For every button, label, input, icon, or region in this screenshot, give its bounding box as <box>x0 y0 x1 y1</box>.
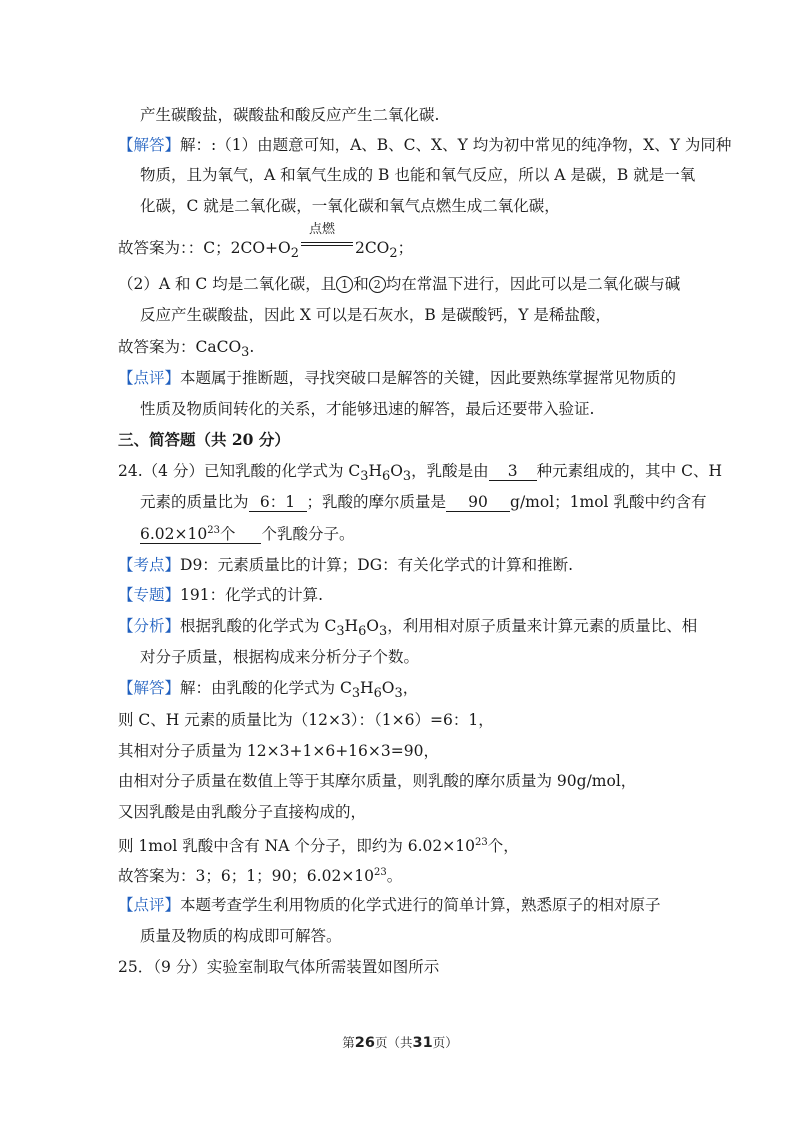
zhuanti-text: 191：化学式的计算. <box>180 586 324 604</box>
reaction-arrow <box>299 222 355 253</box>
footer-text: 第 <box>342 1035 355 1050</box>
superscript: 23 <box>207 525 220 536</box>
superscript: 23 <box>474 837 488 848</box>
zhuanti-line <box>118 584 323 606</box>
text-fragment: 个乳酸分子。 <box>261 525 355 544</box>
text-line: 反应产生碳酸盐，因此 X 可以是石灰水，B 是碳酸钙，Y 是稀盐酸， <box>140 306 611 324</box>
fenxi-line <box>118 615 697 643</box>
subscript: 3 <box>241 345 250 361</box>
comment-text: 本题属于推断题，寻找突破口是解答的关键，因此要熟练掌握常见物质的 <box>180 369 677 387</box>
subscript: 2 <box>389 246 398 262</box>
text-line: 物质，且为氧气，A 和氧气生成的 B 也能和氧气反应，所以 A 是碳，B 就是一氧 <box>140 166 696 184</box>
text-fragment: 元素的质量比为 <box>140 493 249 511</box>
answer-blank <box>140 522 261 544</box>
text-fragment: 故答案为：CaCO <box>118 338 242 356</box>
text-fragment: 个， <box>487 837 519 856</box>
question-24-line-3 <box>140 522 355 545</box>
text-fragment: 均在常温下进行，因此可以是二氧化碳与碱 <box>385 275 681 293</box>
text-fragment: 故答案为：3；6；1；90；6.02×10 <box>118 867 375 886</box>
text-line: 化碳，C 就是二氧化碳，一氧化碳和氧气点燃生成二氧化碳， <box>140 197 560 215</box>
text-line: 则 C、H 元素的质量比为（12×3）：（1×6）=6：1， <box>118 711 494 729</box>
subscript: 3 <box>379 624 388 640</box>
equation-right: 2CO <box>354 239 390 257</box>
text-line: 由相对分子质量在数值上等于其摩尔质量，则乳酸的摩尔质量为 90g/mol， <box>118 772 637 790</box>
jieda-tag: 【解答】 <box>118 679 181 697</box>
reaction-condition: 点燃 <box>308 222 335 237</box>
subscript: 3 <box>336 624 345 640</box>
text-fragment: H <box>368 462 382 480</box>
question-25: 25．（9 分）实验室制取气体所需装置如图所示 <box>118 958 440 976</box>
text-line: 质量及物质的构成即可解答。 <box>140 927 342 945</box>
page-number: 26 <box>354 1035 375 1051</box>
text-line: 性质及物质间转化的关系，才能够迅速的解答，最后还要带入验证. <box>140 400 595 418</box>
text-line: 对分子质量，根据构成来分析分子个数。 <box>140 648 420 666</box>
text-fragment: 解：由乳酸的化学式为 C <box>180 679 352 697</box>
text-fragment: 和 <box>353 275 369 293</box>
total-pages: 31 <box>412 1035 433 1051</box>
question-24-line-2 <box>140 491 706 513</box>
question-24-line-1 <box>118 460 722 488</box>
subscript: 3 <box>360 469 369 485</box>
dianping-tag: 【点评】 <box>118 896 181 914</box>
equation-line <box>118 222 414 265</box>
circled-number: 1 <box>336 276 353 293</box>
punctuation: ； <box>397 239 414 257</box>
answer-text: 解：:（1）由题意可知，A、B、C、X、Y 均为初中常见的纯净物，X、Y 为同种 <box>180 136 732 154</box>
fenxi-tag: 【分析】 <box>118 617 181 635</box>
text-fragment: H <box>360 679 374 697</box>
text-fragment: ；乳酸的摩尔质量是 <box>306 493 447 511</box>
text-fragment: 6.02×10 <box>140 525 208 544</box>
subscript: 3 <box>402 469 412 485</box>
footer-text: 页（共 <box>374 1035 413 1050</box>
answer-line <box>118 677 418 705</box>
circled-number: 2 <box>369 276 386 293</box>
comment-text: 本题考查学生利用物质的化学式进行的简单计算，熟悉原子的相对原子 <box>180 896 661 914</box>
text-line <box>118 832 519 857</box>
text-line <box>118 336 254 364</box>
kaodian-text: D9：元素质量比的计算；DG：有关化学式的计算和推断. <box>180 556 574 574</box>
text-fragment: 。 <box>386 867 403 886</box>
subscript: 3 <box>394 686 403 702</box>
zhuanti-tag: 【专题】 <box>118 586 181 604</box>
answer-blank: 3 <box>489 462 537 481</box>
text-fragment: O <box>366 617 379 635</box>
subscript: 2 <box>290 246 299 262</box>
text-fragment: H <box>344 617 359 635</box>
text-fragment: O <box>390 462 403 480</box>
text-line <box>118 273 680 295</box>
kaodian-line <box>118 554 573 576</box>
comment-line <box>118 367 676 389</box>
footer-text: 页） <box>432 1035 458 1050</box>
text-fragment: 则 1mol 乳酸中含有 NA 个分子，即约为 6.02×10 <box>118 837 475 856</box>
comment-line <box>118 894 661 916</box>
text-line: 产生碳酸盐，碳酸盐和酸反应产生二氧化碳. <box>140 106 440 124</box>
text-line: 其相对分子质量为 12×3+1×6+16×3=90， <box>118 742 439 760</box>
dianping-tag: 【点评】 <box>118 369 181 387</box>
text-fragment: ， <box>402 679 419 697</box>
subscript: 6 <box>358 624 367 640</box>
jieda-tag: 【解答】 <box>118 136 181 154</box>
text-fragment: （2）A 和 C 均是二氧化碳，且 <box>118 275 337 293</box>
text-fragment: O <box>381 679 395 697</box>
text-fragment: 根据乳酸的化学式为 C <box>180 617 337 635</box>
superscript: 23 <box>374 867 387 878</box>
kaodian-tag: 【考点】 <box>118 556 181 574</box>
answer-line <box>118 134 731 156</box>
subscript: 6 <box>381 469 391 485</box>
subscript: 3 <box>351 686 361 702</box>
text-fragment: 个 <box>219 525 236 544</box>
answer-blank: 90 <box>446 493 510 512</box>
section-heading: 三、简答题（共 20 分） <box>118 430 290 449</box>
punctuation: . <box>249 338 255 356</box>
equation-left: 故答案为：：C；2CO+O <box>118 239 291 257</box>
text-fragment: g/mol；1mol 乳酸中约含有 <box>510 493 707 511</box>
answer-blank: 6：1 <box>249 493 307 512</box>
text-fragment: ，乳酸是由 <box>411 462 489 480</box>
text-fragment: ，利用相对原子质量来计算元素的质量比、相 <box>387 617 698 635</box>
text-line <box>118 862 402 887</box>
text-fragment: 24.（4 分）已知乳酸的化学式为 C <box>118 462 361 480</box>
page-footer <box>0 1033 800 1051</box>
text-fragment: 种元素组成的，其中 C、H <box>536 462 722 480</box>
text-line: 又因乳酸是由乳酸分子直接构成的， <box>118 803 367 821</box>
subscript: 6 <box>373 686 382 702</box>
